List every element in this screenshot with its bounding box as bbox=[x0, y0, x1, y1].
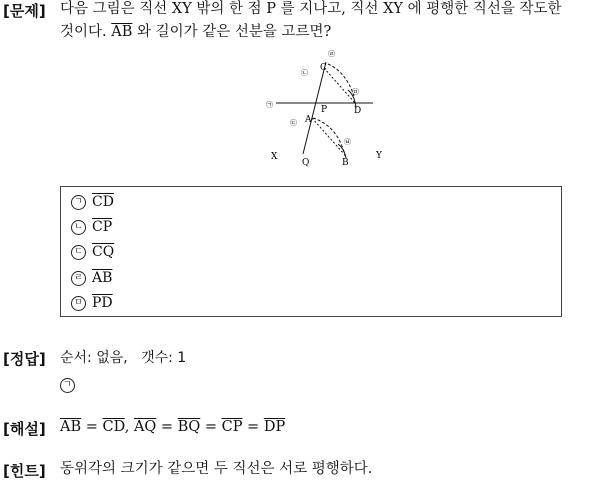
explanation-equation: $\overline{AB} = \overline{CD}$, $\overline{AQ} = \overline{BQ} = \overline{CP} = \overline{DP}$ bbox=[60, 419, 286, 435]
point-q: Q bbox=[302, 158, 310, 168]
problem-line-1: 다음 그림은 직선 XY 밖의 한 점 P 를 지나고, 직선 XY 에 평행한 직선을 작도한 bbox=[60, 1, 562, 17]
choice-2-mark: ㄴ bbox=[71, 220, 86, 235]
answer-label: [정답] bbox=[3, 350, 46, 368]
segment-cd bbox=[324, 68, 355, 103]
mark-6: ㉥ bbox=[344, 138, 351, 146]
problem-label: [문제] bbox=[3, 2, 46, 20]
point-a: A bbox=[305, 115, 312, 125]
problem-line-2-suffix: 와 길이가 같은 선분을 고르면? bbox=[132, 24, 332, 40]
problem-line-2 bbox=[60, 21, 331, 43]
answer-mark bbox=[60, 372, 81, 394]
choice-2-segment: $\overline{CP}$ bbox=[92, 219, 113, 235]
mark-1: ㉣ bbox=[328, 50, 335, 58]
answer-text: 순서: 없음, 갯수: 1 bbox=[60, 350, 187, 366]
construction-figure bbox=[262, 46, 392, 168]
segment-ab: $\overline{AB}$ bbox=[111, 24, 133, 40]
choices-box bbox=[60, 186, 562, 317]
explanation-label: [해설] bbox=[3, 420, 46, 438]
label-y: Y bbox=[376, 151, 382, 161]
choice-5-mark: ㅁ bbox=[71, 296, 86, 311]
answer-mark-icon: ㄱ bbox=[60, 378, 75, 393]
choice-3[interactable] bbox=[71, 242, 114, 262]
problem-line-2-prefix: 것이다. bbox=[60, 24, 112, 40]
mark-5: ㉢ bbox=[290, 119, 297, 127]
choice-4[interactable] bbox=[71, 268, 112, 288]
exp-seg-3: $\overline{AQ}$ bbox=[133, 419, 157, 435]
hint-text: 동위각의 크기가 같으면 두 직선은 서로 평행하다. bbox=[60, 461, 373, 477]
point-d: D bbox=[354, 106, 362, 116]
choice-4-segment: $\overline{AB}$ bbox=[92, 270, 113, 286]
choice-1-segment: $\overline{CD}$ bbox=[92, 194, 114, 210]
choice-3-segment: $\overline{CQ}$ bbox=[92, 244, 115, 260]
label-x: X bbox=[271, 152, 278, 162]
exp-seg-4: $\overline{BQ}$ bbox=[177, 419, 201, 435]
choice-4-mark: ㄹ bbox=[71, 271, 86, 286]
exp-seg-6: $\overline{DP}$ bbox=[263, 419, 286, 435]
choice-2[interactable] bbox=[71, 217, 112, 237]
point-b: B bbox=[342, 158, 349, 168]
point-p: P bbox=[321, 105, 328, 115]
arc-upper bbox=[328, 64, 354, 96]
point-c: C bbox=[320, 63, 327, 73]
choice-5-segment: $\overline{PD}$ bbox=[92, 295, 113, 311]
segment-ab-line bbox=[312, 118, 344, 154]
mark-2: ㉡ bbox=[301, 69, 308, 77]
choice-1[interactable] bbox=[71, 192, 114, 212]
mark-3: ㉤ bbox=[352, 88, 359, 96]
choice-3-mark: ㄷ bbox=[71, 245, 86, 260]
mark-4: ㉠ bbox=[266, 101, 273, 109]
exp-seg-2: $\overline{CD}$ bbox=[102, 419, 125, 435]
hint-label: [힌트] bbox=[3, 462, 46, 480]
exp-seg-1: $\overline{AB}$ bbox=[60, 419, 82, 435]
choice-1-mark: ㄱ bbox=[71, 195, 86, 210]
exp-seg-5: $\overline{CP}$ bbox=[221, 419, 243, 435]
choice-5[interactable] bbox=[71, 293, 113, 313]
